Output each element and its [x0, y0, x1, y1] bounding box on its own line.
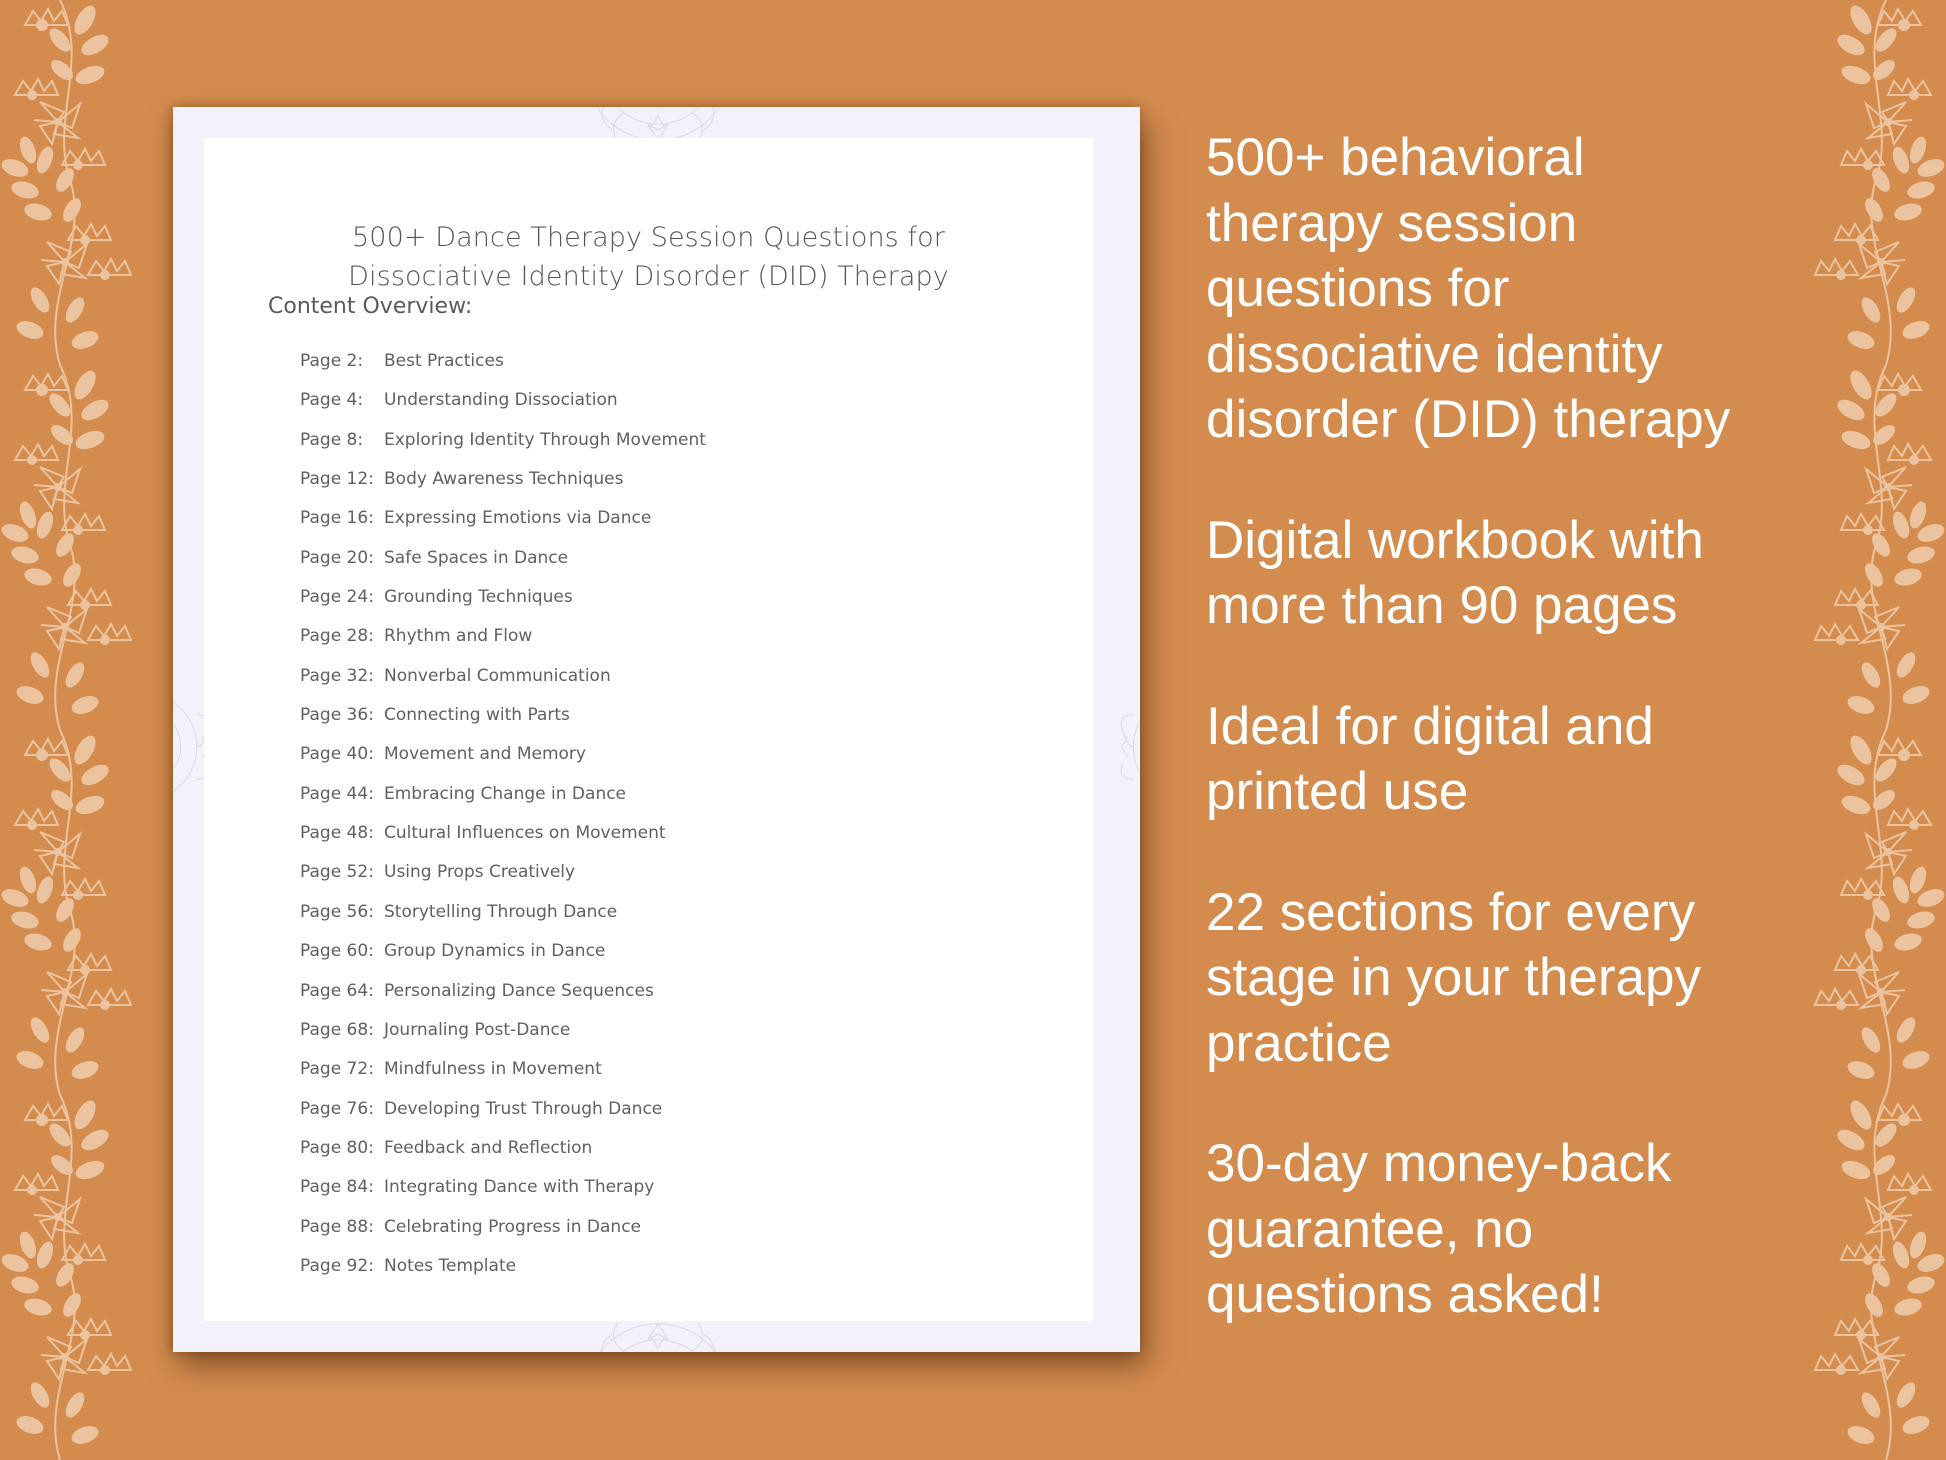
feature-sections: [1206, 880, 1806, 1077]
toc-item: [300, 1208, 706, 1247]
toc-item: [300, 381, 706, 420]
toc-page-number: Page 92:: [300, 1255, 374, 1276]
toc-section-title: Understanding Dissociation: [384, 390, 618, 411]
toc-page-number: Page 8:: [300, 429, 364, 450]
document-page: [173, 107, 1140, 1352]
toc-item: [300, 853, 706, 892]
toc-section-title: Rhythm and Flow: [384, 626, 533, 647]
feature-digital-printed: [1206, 694, 1806, 825]
toc-page-number: Page 20:: [300, 547, 374, 568]
toc-page-number: Page 4:: [300, 390, 364, 411]
feature-digital-workbook: [1206, 508, 1806, 639]
toc-section-title: Connecting with Parts: [384, 705, 570, 726]
toc-section-title: Group Dynamics in Dance: [384, 941, 606, 962]
document-title-line: Dissociative Identity Disorder (DID) Therapy: [348, 261, 949, 292]
feature-line: 22 sections for every: [1206, 882, 1696, 942]
toc-item: [300, 1050, 706, 1089]
feature-guarantee: [1206, 1131, 1806, 1328]
toc-page-number: Page 80:: [300, 1137, 374, 1158]
toc-section-title: Cultural Influences on Movement: [384, 823, 666, 844]
toc-page-number: Page 28:: [300, 626, 374, 647]
feature-line: guarantee, no: [1206, 1199, 1534, 1259]
feature-line: more than 90 pages: [1206, 576, 1678, 635]
toc-item: [300, 932, 706, 971]
toc-page-number: Page 60:: [300, 941, 374, 962]
toc-page-number: Page 68:: [300, 1019, 374, 1040]
table-of-contents: [300, 342, 706, 1286]
toc-page-number: Page 40:: [300, 744, 374, 765]
document-title: [204, 218, 1093, 296]
toc-item: [300, 342, 706, 381]
toc-item: [300, 893, 706, 932]
content-overview-label: Content Overview:: [268, 294, 473, 319]
toc-section-title: Movement and Memory: [384, 744, 586, 765]
toc-page-number: Page 36:: [300, 705, 374, 726]
toc-item: [300, 972, 706, 1011]
toc-section-title: Safe Spaces in Dance: [384, 547, 569, 568]
feature-line: 500+ behavioral: [1206, 128, 1585, 187]
toc-page-number: Page 2:: [300, 351, 364, 371]
toc-item: [300, 617, 706, 656]
feature-session-questions: [1206, 125, 1806, 453]
toc-section-title: Grounding Techniques: [384, 587, 573, 608]
toc-section-title: Storytelling Through Dance: [384, 901, 618, 922]
feature-line: Ideal for digital and: [1206, 696, 1654, 756]
feature-line: questions for: [1206, 259, 1510, 318]
feature-line: practice: [1206, 1013, 1392, 1073]
mandala-right-icon: [1101, 617, 1140, 877]
document-title-line: 500+ Dance Therapy Session Questions for: [352, 222, 945, 253]
toc-item: [300, 814, 706, 853]
toc-page-number: Page 84:: [300, 1177, 374, 1198]
toc-item: [300, 657, 706, 696]
toc-page-number: Page 24:: [300, 587, 374, 608]
toc-page-number: Page 76:: [300, 1098, 374, 1119]
toc-page-number: Page 56:: [300, 901, 374, 922]
toc-page-number: Page 88:: [300, 1216, 374, 1237]
toc-item: [300, 460, 706, 499]
toc-section-title: Journaling Post-Dance: [384, 1019, 571, 1040]
feature-line: Digital workbook with: [1206, 510, 1704, 570]
toc-item: [300, 421, 706, 460]
toc-page-number: Page 72:: [300, 1059, 374, 1080]
toc-page-number: Page 48:: [300, 823, 374, 844]
toc-page-number: Page 32:: [300, 665, 374, 686]
toc-item: [300, 735, 706, 774]
toc-item: [300, 539, 706, 578]
toc-section-title: Celebrating Progress in Dance: [384, 1216, 642, 1237]
feature-line: therapy session: [1206, 193, 1578, 253]
toc-item: [300, 499, 706, 538]
toc-page-number: Page 16:: [300, 508, 374, 529]
mandala-bottom-icon: [518, 1317, 798, 1352]
feature-line: stage in your therapy: [1206, 948, 1701, 1007]
toc-section-title: Embracing Change in Dance: [384, 783, 627, 804]
toc-section-title: Notes Template: [384, 1255, 517, 1276]
feature-line: dissociative identity: [1206, 324, 1663, 384]
toc-section-title: Exploring Identity Through Movement: [384, 429, 706, 450]
toc-page-number: Page 12:: [300, 469, 374, 490]
feature-line: 30-day money-back: [1206, 1134, 1672, 1193]
toc-item: [300, 1129, 706, 1168]
toc-page-number: Page 64:: [300, 980, 374, 1001]
feature-line: questions asked!: [1206, 1265, 1604, 1324]
toc-item: [300, 775, 706, 814]
feature-line: disorder (DID) therapy: [1206, 390, 1731, 449]
feature-line: printed use: [1206, 762, 1469, 821]
toc-section-title: Integrating Dance with Therapy: [384, 1177, 655, 1198]
toc-section-title: Best Practices: [384, 351, 504, 371]
floral-vine-left-icon: [0, 0, 170, 1460]
toc-section-title: Using Props Creatively: [384, 862, 576, 883]
toc-section-title: Nonverbal Communication: [384, 665, 611, 686]
toc-item: [300, 578, 706, 617]
toc-section-title: Developing Trust Through Dance: [384, 1098, 663, 1119]
toc-item: [300, 696, 706, 735]
toc-section-title: Body Awareness Techniques: [384, 469, 624, 490]
toc-section-title: Feedback and Reflection: [384, 1137, 593, 1158]
page-content: [204, 138, 1093, 1321]
toc-item: [300, 1247, 706, 1286]
toc-item: [300, 1090, 706, 1129]
toc-section-title: Personalizing Dance Sequences: [384, 980, 654, 1001]
toc-item: [300, 1011, 706, 1050]
toc-section-title: Expressing Emotions via Dance: [384, 508, 652, 529]
feature-list: [1206, 125, 1806, 1383]
toc-page-number: Page 52:: [300, 862, 374, 883]
toc-item: [300, 1168, 706, 1207]
toc-page-number: Page 44:: [300, 783, 374, 804]
toc-section-title: Mindfulness in Movement: [384, 1059, 602, 1080]
